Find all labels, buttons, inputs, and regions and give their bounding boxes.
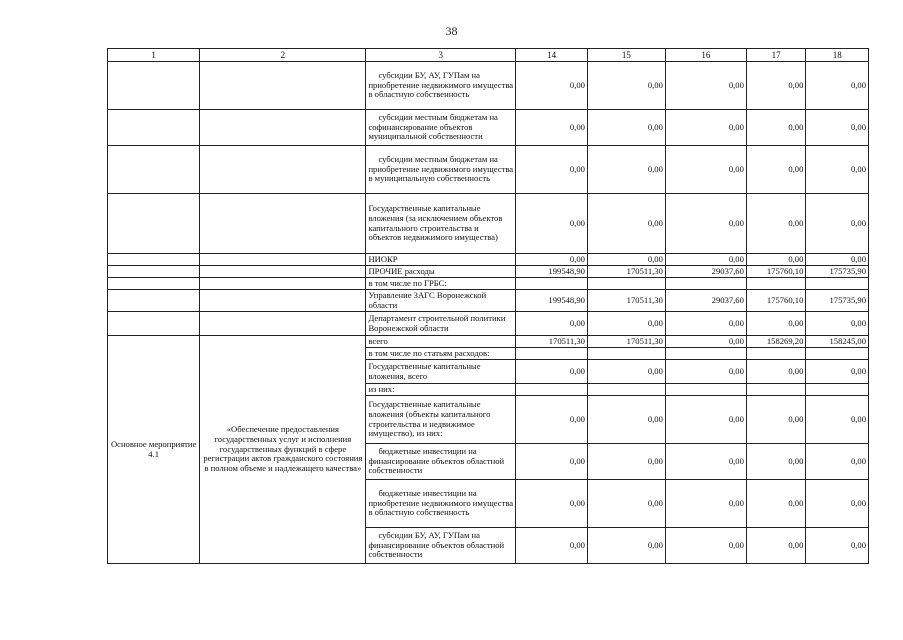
value-cell: 0,00 <box>587 528 665 564</box>
value-cell: 175760,10 <box>746 290 805 312</box>
column-header: 17 <box>746 49 805 62</box>
value-cell: 0,00 <box>516 528 588 564</box>
value-cell: 175735,90 <box>806 290 869 312</box>
row-label: всего <box>366 336 516 348</box>
value-cell: 0,00 <box>806 528 869 564</box>
value-cell: 0,00 <box>746 254 805 266</box>
table-body <box>108 49 869 564</box>
table-row <box>108 290 869 312</box>
value-cell: 0,00 <box>587 110 665 146</box>
blank-cell <box>200 278 366 290</box>
value-cell: 0,00 <box>587 312 665 336</box>
value-cell: 0,00 <box>806 110 869 146</box>
row-label: ПРОЧИЕ расходы <box>366 266 516 278</box>
value-cell: 0,00 <box>665 194 746 254</box>
table-row <box>108 146 869 194</box>
value-cell: 0,00 <box>516 444 588 480</box>
row-label: Государственные капитальные вложения, всего <box>366 360 516 384</box>
blank-cell <box>108 254 200 266</box>
value-cell: 0,00 <box>516 110 588 146</box>
value-cell: 0,00 <box>746 360 805 384</box>
blank-cell <box>108 266 200 278</box>
value-cell: 170511,30 <box>516 336 588 348</box>
row-label: из них: <box>366 384 516 396</box>
value-cell: 158269,20 <box>746 336 805 348</box>
value-cell: 0,00 <box>665 146 746 194</box>
value-cell: 0,00 <box>587 146 665 194</box>
blank-cell <box>200 266 366 278</box>
value-cell <box>665 278 746 290</box>
column-header: 15 <box>587 49 665 62</box>
value-cell: 0,00 <box>746 396 805 444</box>
value-cell: 0,00 <box>516 312 588 336</box>
table-row <box>108 336 869 348</box>
value-cell <box>587 348 665 360</box>
column-header: 16 <box>665 49 746 62</box>
table-row <box>108 278 869 290</box>
measure-name: Основное мероприятие 4.1 <box>108 336 200 564</box>
blank-cell <box>108 278 200 290</box>
value-cell: 0,00 <box>746 528 805 564</box>
column-header: 2 <box>200 49 366 62</box>
value-cell <box>806 278 869 290</box>
value-cell: 0,00 <box>665 360 746 384</box>
row-label: Государственные капитальные вложения (объекты капитального строительства и недвижимое имущество), из них: <box>366 396 516 444</box>
value-cell: 0,00 <box>746 194 805 254</box>
column-header: 18 <box>806 49 869 62</box>
value-cell: 0,00 <box>665 444 746 480</box>
value-cell: 0,00 <box>746 146 805 194</box>
value-cell: 0,00 <box>806 360 869 384</box>
value-cell <box>665 348 746 360</box>
table-row <box>108 312 869 336</box>
value-cell <box>516 348 588 360</box>
value-cell <box>516 278 588 290</box>
value-cell: 0,00 <box>746 110 805 146</box>
value-cell: 0,00 <box>665 254 746 266</box>
blank-cell <box>108 62 200 110</box>
row-label: Управление ЗАГС Воронежской области <box>366 290 516 312</box>
column-header: 3 <box>366 49 516 62</box>
table-row <box>108 254 869 266</box>
value-cell: 0,00 <box>806 254 869 266</box>
column-header-row <box>108 49 869 62</box>
row-label: субсидии БУ, АУ, ГУПам на финансирование объектов областной собственности <box>366 528 516 564</box>
blank-cell <box>200 62 366 110</box>
table-row <box>108 110 869 146</box>
row-label: субсидии местным бюджетам на приобретение недвижимого имущества в муниципальную собственность <box>366 146 516 194</box>
value-cell: 0,00 <box>516 360 588 384</box>
value-cell: 0,00 <box>746 444 805 480</box>
value-cell: 0,00 <box>587 62 665 110</box>
value-cell <box>806 384 869 396</box>
blank-cell <box>108 110 200 146</box>
row-label: бюджетные инвестиции на финансирование объектов областной собственности <box>366 444 516 480</box>
value-cell: 0,00 <box>665 62 746 110</box>
measure-description: «Обеспечение предоставления государственных услуг и исполнения государственных функций в сфере регистрации актов гражданского состояния в полном объеме и надлежащего качества» <box>200 336 366 564</box>
column-header: 1 <box>108 49 200 62</box>
value-cell: 199548,90 <box>516 266 588 278</box>
table-row <box>108 62 869 110</box>
blank-cell <box>108 312 200 336</box>
row-label: Департамент строительной политики Воронежской области <box>366 312 516 336</box>
value-cell <box>806 348 869 360</box>
value-cell: 0,00 <box>516 62 588 110</box>
value-cell: 0,00 <box>587 396 665 444</box>
value-cell: 0,00 <box>516 254 588 266</box>
value-cell: 170511,30 <box>587 266 665 278</box>
value-cell: 29037,60 <box>665 266 746 278</box>
value-cell: 0,00 <box>516 194 588 254</box>
value-cell: 0,00 <box>806 480 869 528</box>
value-cell: 0,00 <box>746 312 805 336</box>
row-label: субсидии местным бюджетам на софинансирование объектов муниципальной собственности <box>366 110 516 146</box>
value-cell: 0,00 <box>665 110 746 146</box>
value-cell: 0,00 <box>746 480 805 528</box>
blank-cell <box>200 146 366 194</box>
table-row <box>108 194 869 254</box>
value-cell <box>587 384 665 396</box>
blank-cell <box>200 254 366 266</box>
value-cell: 0,00 <box>516 396 588 444</box>
row-label: субсидии БУ, АУ, ГУПам на приобретение недвижимого имущества в областную собственность <box>366 62 516 110</box>
blank-cell <box>108 146 200 194</box>
value-cell: 170511,30 <box>587 290 665 312</box>
value-cell: 29037,60 <box>665 290 746 312</box>
value-cell: 0,00 <box>665 336 746 348</box>
value-cell: 0,00 <box>665 396 746 444</box>
blank-cell <box>200 290 366 312</box>
value-cell <box>665 384 746 396</box>
value-cell: 0,00 <box>806 312 869 336</box>
value-cell: 199548,90 <box>516 290 588 312</box>
blank-cell <box>200 312 366 336</box>
row-label: в том числе по статьям расходов: <box>366 348 516 360</box>
value-cell: 170511,30 <box>587 336 665 348</box>
value-cell: 0,00 <box>806 146 869 194</box>
value-cell: 0,00 <box>806 444 869 480</box>
blank-cell <box>200 194 366 254</box>
column-header: 14 <box>516 49 588 62</box>
value-cell <box>516 384 588 396</box>
value-cell: 0,00 <box>516 480 588 528</box>
value-cell: 0,00 <box>806 194 869 254</box>
budget-table <box>107 48 869 564</box>
blank-cell <box>200 110 366 146</box>
value-cell: 158245,00 <box>806 336 869 348</box>
value-cell: 0,00 <box>587 254 665 266</box>
row-label: бюджетные инвестиции на приобретение недвижимого имущества в областную собственность <box>366 480 516 528</box>
row-label: НИОКР <box>366 254 516 266</box>
value-cell: 0,00 <box>806 62 869 110</box>
value-cell: 175760,10 <box>746 266 805 278</box>
blank-cell <box>108 194 200 254</box>
value-cell: 0,00 <box>587 480 665 528</box>
value-cell: 0,00 <box>665 312 746 336</box>
blank-cell <box>108 290 200 312</box>
row-label: в том числе по ГРБС: <box>366 278 516 290</box>
value-cell: 0,00 <box>587 360 665 384</box>
value-cell: 0,00 <box>516 146 588 194</box>
value-cell: 0,00 <box>806 396 869 444</box>
value-cell: 0,00 <box>746 62 805 110</box>
value-cell: 0,00 <box>665 480 746 528</box>
value-cell <box>587 278 665 290</box>
value-cell: 175735,90 <box>806 266 869 278</box>
value-cell: 0,00 <box>665 528 746 564</box>
value-cell: 0,00 <box>587 194 665 254</box>
page-number: 38 <box>445 24 458 38</box>
value-cell <box>746 384 805 396</box>
row-label: Государственные капитальные вложения (за исключением объектов капитального строительства и объектов недвижимого имущества) <box>366 194 516 254</box>
value-cell: 0,00 <box>587 444 665 480</box>
table-row <box>108 266 869 278</box>
value-cell <box>746 348 805 360</box>
value-cell <box>746 278 805 290</box>
